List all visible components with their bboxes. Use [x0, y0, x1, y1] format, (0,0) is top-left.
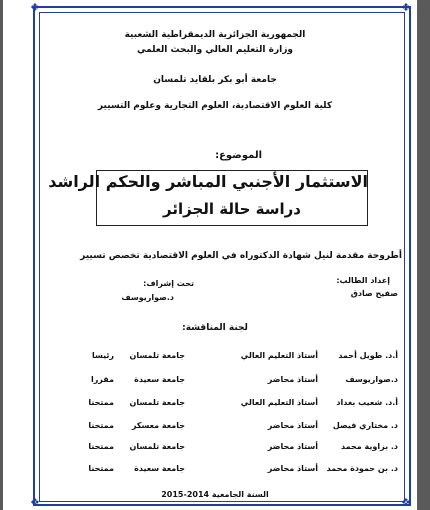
ministry-heading: وزارة التعليم العالي والبحث العلمي — [136, 45, 294, 55]
committee-row — [0, 351, 430, 365]
supervision-label: تحت إشراف: — [143, 279, 194, 288]
student-name: صفيح صادق — [350, 289, 398, 298]
committee-row — [0, 375, 430, 389]
member-name: د.صواريوسف — [345, 375, 398, 384]
committee-label: لجنة المناقشة: — [182, 323, 248, 333]
member-name: أ.د. طويل أحمد — [338, 351, 398, 360]
member-role: ممتحنا — [88, 398, 114, 407]
member-university: جامعة سعيدة — [134, 464, 185, 473]
member-rank: أستاذ محاضر — [267, 421, 318, 430]
member-role: ممتحنا — [88, 442, 114, 451]
member-rank: أستاذ محاضر — [267, 464, 318, 473]
topic-label: الموضوع: — [215, 150, 262, 161]
member-name: د. بن حمودة محمد — [326, 464, 398, 473]
faculty-heading: كلية العلوم الاقتصادية، العلوم التجارية وعلوم التسيير — [97, 101, 333, 111]
member-name: د. مختاري فيصل — [332, 421, 398, 430]
member-name: د. بزاوية محمد — [341, 442, 398, 451]
committee-row — [0, 464, 430, 478]
member-rank: أستاذ التعليم العالي — [240, 351, 318, 360]
member-name: أ.د. شعيب بغداد — [336, 398, 398, 407]
member-university: جامعة تلمسان — [129, 351, 185, 360]
supervisor-name: د.صواريوسف — [121, 293, 174, 302]
preparation-label: إعداد الطالب: — [336, 276, 390, 285]
member-rank: أستاذ محاضر — [267, 442, 318, 451]
corner-ornament-icon: ❖ — [401, 1, 411, 14]
academic-year: السنة الجامعية 2014-2015 — [161, 490, 269, 499]
committee-row — [0, 442, 430, 456]
member-rank: أستاذ محاضر — [267, 375, 318, 384]
thesis-statement: أطروحة مقدمة لنيل شهادة الدكتوراه في العلوم الاقتصادية تخصص تسيير — [80, 251, 402, 261]
republic-heading: الجمهورية الجزائرية الديمقراطية الشعبية — [124, 30, 306, 40]
committee-row — [0, 421, 430, 435]
member-rank: أستاذ التعليم العالي — [240, 398, 318, 407]
member-university: جامعة سعيدة — [134, 375, 185, 384]
member-university: جامعة تلمسان — [129, 398, 185, 407]
member-role: ممتحنا — [88, 421, 114, 430]
corner-ornament-icon: ❖ — [30, 496, 40, 509]
university-heading: جامعة أبو بكر بلقايد تلمسان — [153, 75, 277, 85]
thesis-title-line2: دراسة حالة الجزائر — [163, 200, 301, 218]
member-role: مقررا — [90, 375, 114, 384]
thesis-title-line1: الاستثمار الأجنبي المباشر والحكم الراشد — [48, 172, 368, 191]
corner-ornament-icon: ❖ — [30, 1, 40, 14]
member-role: ممتحنا — [88, 464, 114, 473]
member-university: جامعة معسكر — [131, 421, 185, 430]
corner-ornament-icon: ❖ — [401, 496, 411, 509]
committee-row — [0, 398, 430, 412]
member-role: رئيسا — [91, 351, 114, 360]
member-university: جامعة تلمسان — [129, 442, 185, 451]
